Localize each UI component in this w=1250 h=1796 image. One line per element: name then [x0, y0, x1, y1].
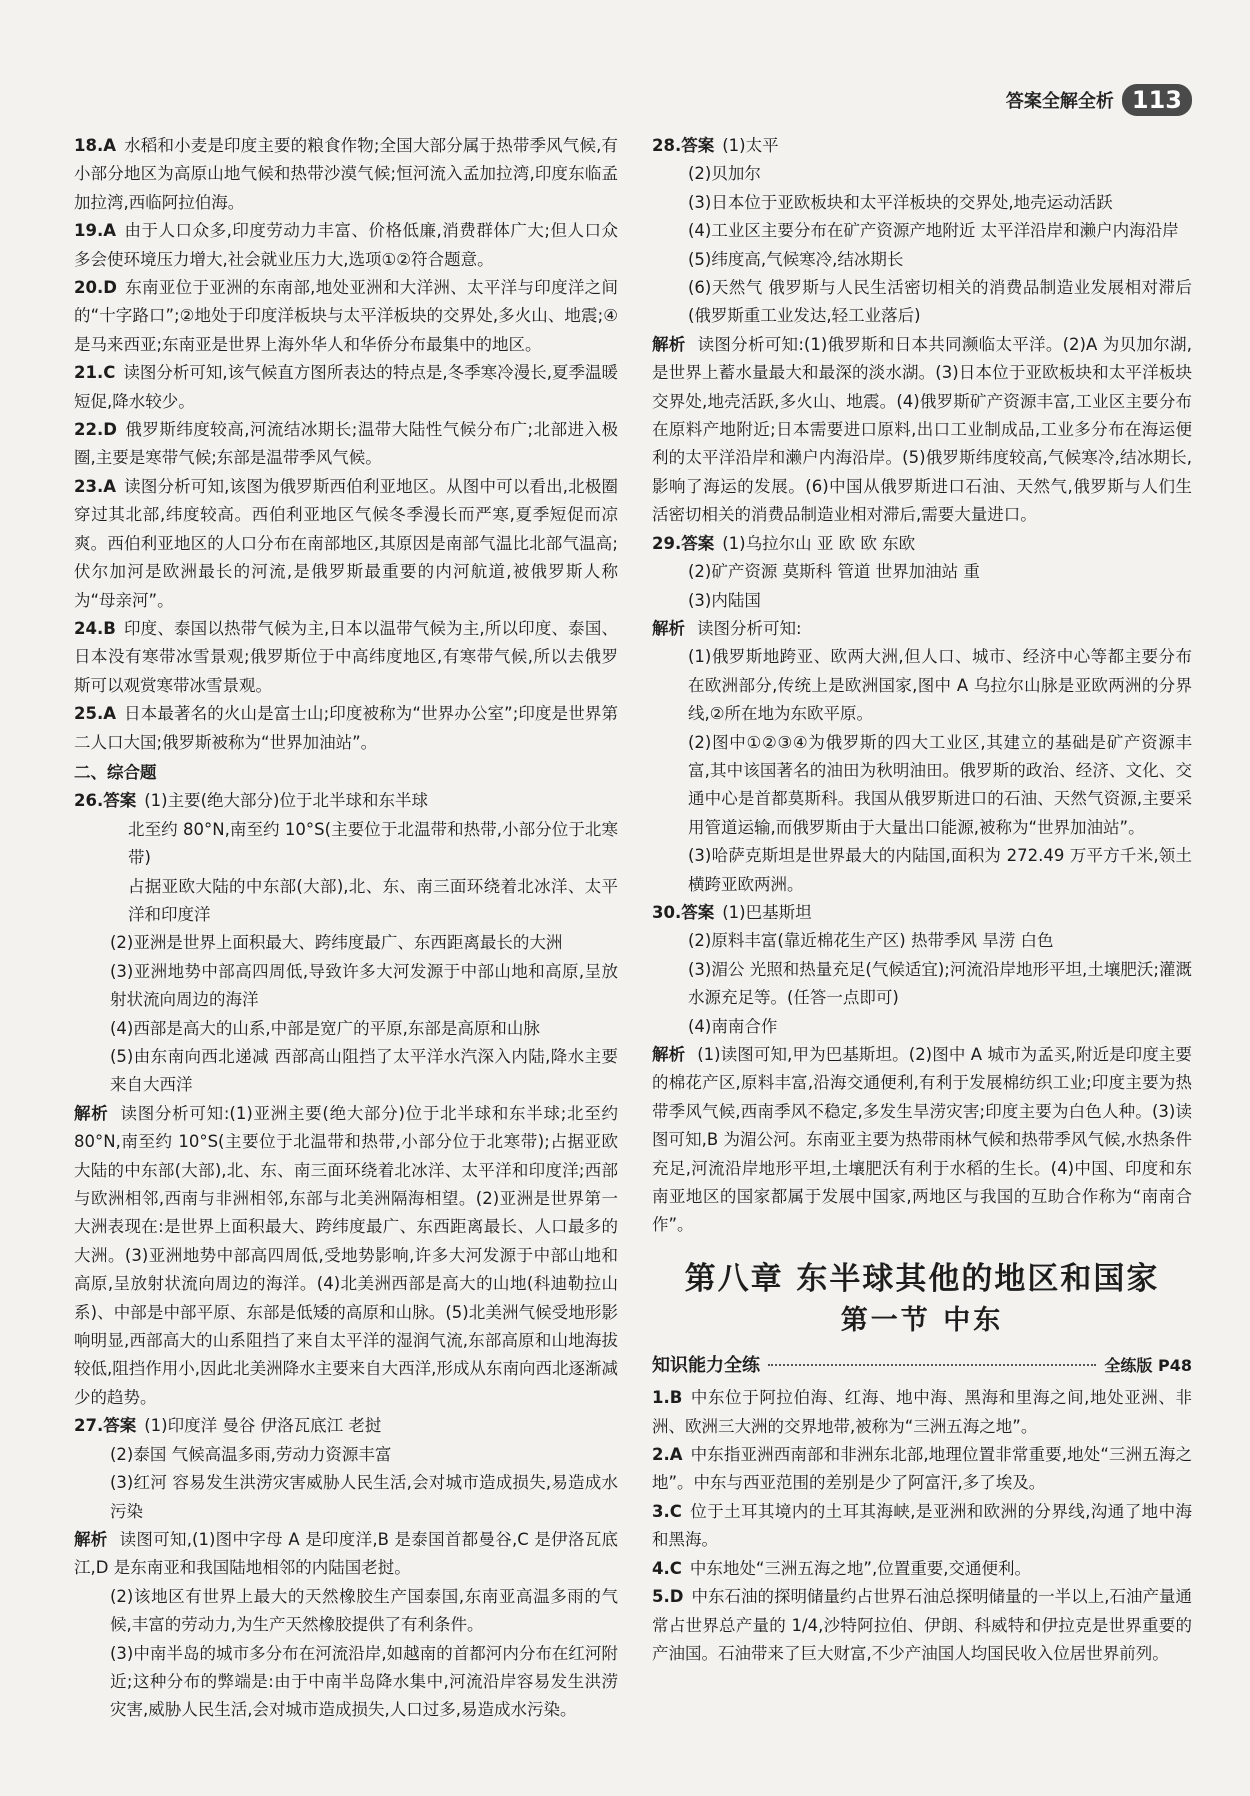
answer-label: 30.答案 [652, 902, 715, 922]
answer-item: 25.A 日本最著名的火山是富士山;印度被称为“世界办公室”;印度是世界第二人口大国;俄罗斯被称为“世界加油站”。 [74, 704, 618, 752]
answer-label: 26.答案 [74, 791, 137, 811]
dotted-leader [768, 1364, 1096, 1366]
answer-item: 22.D 俄罗斯纬度较高,河流结冰期长;温带大陆性气候分布广;北部进入极圈,主要是寒带气候;东部是温带季风气候。 [74, 420, 618, 468]
answer-label: 29.答案 [652, 533, 715, 553]
answer-item: 4.C 中东地处“三洲五海之地”,位置重要,交通便利。 [652, 1558, 1031, 1578]
answer-item: 1.B 中东位于阿拉伯海、红海、地中海、黑海和里海之间,地处亚洲、非洲、欧洲三大洲的交界地带,被称为“三洲五海之地”。 [652, 1388, 1192, 1436]
practice-header [652, 1352, 1192, 1380]
answer-item: 19.A 由于人口众多,印度劳动力丰富、价格低廉,消费群体广大;但人口众多会使环境压力增大,社会就业压力大,选项①②符合题意。 [74, 221, 618, 269]
question-29: 29.答案 (1)乌拉尔山 亚 欧 欧 东欧 (2)矿产资源 莫斯科 管道 世界加油站 重 (3)内陆国 解析 读图分析可知: (1)俄罗斯地跨亚、欧两大洲,但人口、城市、经济中心等都主要分布在欧洲部分,传统上是欧洲国家,图中 A 乌拉尔山脉是亚欧两洲的分界线,②所在地为东欧平原。 (2)图中①②③④为俄罗斯的四大工业区,其建立的基础是矿产资源丰富,其中该国著名的油田为秋明油田。俄罗斯的政治、经济、文化、交通中心是首都莫斯科。我国从俄罗斯进口的石油、天然气资源,主要采用管道运输,而俄罗斯由于大量出口能源,被称为“世界加油站”。 (3)哈萨克斯坦是世界最大的内陆国,面积为 272.49 万平方千米,领土横跨亚欧两洲。 [652, 533, 1192, 894]
chapter-title: 第八章 东半球其他的地区和国家 [684, 1260, 1160, 1297]
question-26: 26.答案 (1)主要(绝大部分)位于北半球和东半球 北至约 80°N,南至约 10°S(主要位于北温带和热带,小部分位于北寒带) 占据亚欧大陆的中东部(大部),北、东、南三面环绕着北冰洋、太平洋和印度洋 (2)亚洲是世界上面积最大、跨纬度最广、东西距离最长的大洲 (3)亚洲地势中部高四周低,导致许多大河发源于中部山地和高原,呈放射状流向周边的海洋 (4)西部是高大的山系,中部是宽广的平原,东部是高原和山脉 (5)由东南向西北递减 西部高山阻挡了太平洋水汽深入内陆,降水主要来自大西洋 解析 读图分析可知:(1)亚洲主要(绝大部分)位于北半球和东半球;北至约 80°N,南至约 10°S(主要位于北温带和热带,小部分位于北寒带);占据亚欧大陆的中东部(大部),北、东、南三面环绕着北冰洋、太平洋和印度洋;西部与欧洲相邻,西南与非洲相邻,东部与北美洲隔海相望。(2)亚洲是世界第一大洲表现在:是世界上面积最大、跨纬度最广、东西距离最长、人口最多的大洲。(3)亚洲地势中部高四周低,受地势影响,许多大河发源于中部山地和高原,呈放射状流向周边的海洋。(4)北美洲西部是高大的山地(科迪勒拉山系)、中部是中部平原、东部是低矮的高原和山脉。(5)北美洲气候受地形影响明显,西部高大的山系阻挡了来自太平洋的湿润气流,东部高原和山地海拔较低,阻挡作用小,因此北美洲降水主要来自大西洋,形成从东南向西北逐渐减少的趋势。 [74, 791, 618, 1407]
practice-label: 知识能力全练 [652, 1354, 760, 1376]
header-title: 答案全解全析 [1005, 91, 1114, 112]
analysis-label: 解析 [652, 618, 685, 638]
right-column [652, 132, 1192, 1668]
question-27: 27.答案 (1)印度洋 曼谷 伊洛瓦底江 老挝 (2)泰国 气候高温多雨,劳动力资源丰富 (3)红河 容易发生洪涝灾害威胁人民生活,会对城市造成损失,易造成水污染 解析 读图可知,(1)图中字母 A 是印度洋,B 是泰国首都曼谷,C 是伊洛瓦底江,D 是东南亚和我国陆地相邻的内陆国老挝。 (2)该地区有世界上最大的天然橡胶生产国泰国,东南亚高温多雨的气候,丰富的劳动力,为生产天然橡胶提供了有利条件。 (3)中南半岛的城市多分布在河流沿岸,如越南的首都河内分布在红河附近;这种分布的弊端是:由于中南半岛降水集中,河流沿岸容易发生洪涝灾害,威胁人民生活,会对城市造成损失,人口过多,易造成水污染。 [74, 1416, 619, 1720]
left-column [74, 132, 618, 1725]
answer-item: 18.A 水稻和小麦是印度主要的粮食作物;全国大部分属于热带季风气候,有小部分地区为高原山地气候和热带沙漠气候;恒河流入孟加拉湾,印度东临孟加拉湾,西临阿拉伯海。 [74, 136, 618, 212]
analysis-label: 解析 [74, 1103, 109, 1123]
practice-edition: 全练版 P48 [1104, 1355, 1192, 1375]
answer-item: 3.C 位于土耳其境内的土耳其海峡,是亚洲和欧洲的分界线,沟通了地中海和黑海。 [652, 1501, 1192, 1550]
question-30: 30.答案 (1)巴基斯坦 (2)原料丰富(靠近棉花生产区) 热带季风 旱涝 白色 (3)湄公 光照和热量充足(气候适宜);河流沿岸地形平坦,土壤肥沃;灌溉水源充足等。(任答一点即可) (4)南南合作 解析 (1)读图可知,甲为巴基斯坦。(2)图中 A 城市为孟买,附近是印度主要的棉花产区,原料丰富,沿海交通便利,有利于发展棉纺织工业;印度主要为热带季风气候,西南季风不稳定,多发生旱涝灾害;印度主要为白色人种。(3)读图可知,B 为湄公河。东南亚主要为热带雨林气候和热带季风气候,水热条件充足,河流沿岸地形平坦,土壤肥沃有利于水稻的生长。(4)中国、印度和东南亚地区的国家都属于发展中国家,两地区与我国的互助合作称为“南南合作”。 [652, 902, 1192, 1235]
section-heading: 二、综合题 [74, 762, 157, 782]
question-28: 28.答案 (1)太平 (2)贝加尔 (3)日本位于亚欧板块和太平洋板块的交界处,地壳运动活跃 (4)工业区主要分布在矿产资源产地附近 太平洋沿岸和濑户内海沿岸 (5)纬度高,气候寒冷,结冰期长 (6)天然气 俄罗斯与人民生活密切相关的消费品制造业发展相对滞后(俄罗斯重工业发达,轻工业落后) 解析 读图分析可知:(1)俄罗斯和日本共同濒临太平洋。(2)A 为贝加尔湖,是世界上蓄水量最大和最深的淡水湖。(3)日本位于亚欧板块和太平洋板块交界处,地壳活跃,多火山、地震。(4)俄罗斯矿产资源丰富,工业区主要分布在原料产地附近;日本需要进口原料,出口工业制成品,工业多分布在海运便利的太平洋沿岸和濑户内海沿岸。(5)俄罗斯纬度较高,气候寒冷,结冰期长,影响了海运的发展。(6)中国从俄罗斯进口石油、天然气,俄罗斯与人们生活密切相关的消费品制造业相对滞后,需要大量进口。 [652, 136, 1193, 525]
page-number: 113 [1122, 84, 1192, 116]
answer-label: 28.答案 [652, 136, 715, 155]
answer-item: 24.B 印度、泰国以热带气候为主,日本以温带气候为主,所以印度、泰国、日本没有寒带冰雪景观;俄罗斯位于中高纬度地区,有寒带气候,所以去俄罗斯可以观赏寒带冰雪景观。 [74, 618, 618, 695]
analysis-label: 解析 [74, 1529, 108, 1549]
answer-item: 23.A 读图分析可知,该图为俄罗斯西伯利亚地区。从图中可以看出,北极圈穿过其北部,纬度较高。西伯利亚地区气候冬季漫长而严寒,夏季短促而凉爽。西伯利亚地区的人口分布在南部地区,其原因是南部气温比北部气温高;伏尔加河是欧洲最长的河流,是俄罗斯最重要的内河航道,被俄罗斯人称为“母亲河”。 [74, 476, 618, 610]
answer-item: 5.D 中东石油的探明储量约占世界石油总探明储量的一半以上,石油产量通常占世界总产量的 1/4,沙特阿拉伯、伊朗、科威特和伊拉克是世界重要的产油国。石油带来了巨大财富,不少产油国人均国民收入位居世界前列。 [652, 1587, 1192, 1663]
answer-item: 20.D 东南亚位于亚洲的东南部,地处亚洲和大洋洲、太平洋与印度洋之间的“十字路口”;②地处于印度洋板块与太平洋板块的交界处,多火山、地震;④是马来西亚;东南亚是世界上海外华人和华侨分布最集中的地区。 [74, 278, 618, 354]
analysis-label: 解析 [652, 1045, 686, 1064]
answer-item: 21.C 读图分析可知,该气候直方图所表达的特点是,冬季寒冷漫长,夏季温暖短促,降水较少。 [74, 363, 618, 411]
page-header [1006, 84, 1192, 116]
section-title: 第一节 中东 [840, 1304, 1004, 1336]
answer-item: 2.A 中东指亚洲西南部和非洲东北部,地理位置非常重要,地处“三洲五海之地”。中东与西亚范围的差别是少了阿富汗,多了埃及。 [652, 1445, 1192, 1493]
analysis-label: 解析 [652, 334, 686, 354]
answer-label: 27.答案 [74, 1416, 137, 1436]
